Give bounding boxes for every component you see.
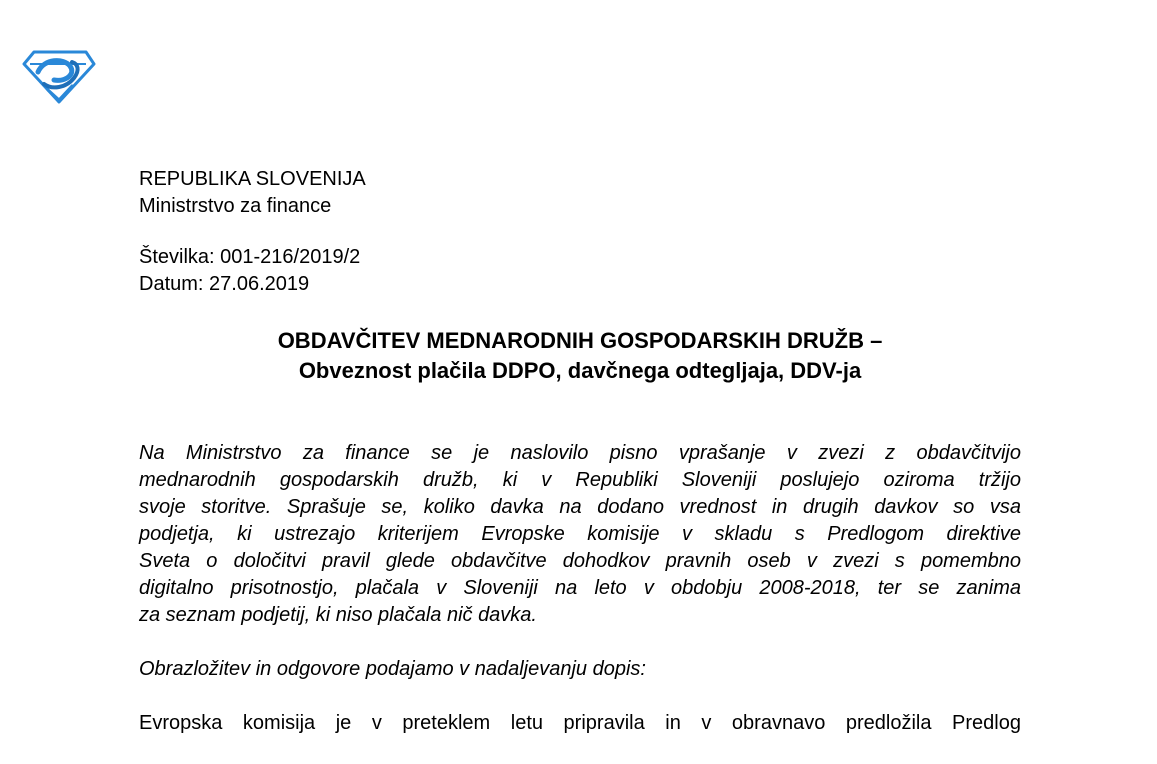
paragraph-line: Evropska komisija je v preteklem letu pripravila in v obravnavo predložila Predlog — [139, 712, 1021, 734]
paragraph-line: mednarodnih gospodarskih družb, ki v Republiki Sloveniji poslujejo oziroma tržijo — [139, 469, 1021, 491]
paragraph-line: za seznam podjetij, ki niso plačala nič davka. — [139, 604, 537, 626]
document-reference — [139, 244, 360, 298]
paragraph-line: digitalno prisotnostjo, plačala v Sloveniji na leto v obdobju 2008-2018, ter se zanima — [139, 577, 1021, 599]
title-line-1: OBDAVČITEV MEDNARODNIH GOSPODARSKIH DRUŽB – — [277, 328, 883, 353]
document-number: Številka: 001-216/2019/2 — [139, 246, 361, 268]
paragraph-line: Na Ministrstvo za finance se je naslovilo pisno vprašanje v zvezi z obdavčitvijo — [139, 442, 1021, 464]
country-name: REPUBLIKA SLOVENIJA — [139, 168, 366, 190]
paragraph-answer — [139, 710, 1021, 737]
paragraph-line: svoje storitve. Sprašuje se, koliko davka na dodano vrednost in drugih davkov so vsa — [139, 496, 1021, 518]
document-body — [139, 440, 1021, 764]
document-date: Datum: 27.06.2019 — [139, 273, 310, 295]
ministry-logo-icon — [22, 50, 96, 104]
title-line-2: Obveznost plačila DDPO, davčnega odtegljaja, DDV-ja — [298, 358, 862, 383]
paragraph-line: Sveta o določitvi pravil glede obdavčitve dohodkov pravnih oseb v zvezi s pomembno — [139, 550, 1021, 572]
document-title — [139, 326, 1021, 386]
letterhead — [139, 166, 366, 220]
paragraph-line: podjetja, ki ustrezajo kriterijem Evropske komisije v skladu s Predlogom direktive — [139, 523, 1021, 545]
ministry-logo — [22, 50, 96, 104]
ministry-name: Ministrstvo za finance — [139, 195, 332, 217]
paragraph-line: Obrazložitev in odgovore podajamo v nadaljevanju dopis: — [139, 658, 646, 680]
paragraph-intro — [139, 656, 1021, 683]
paragraph-question — [139, 440, 1021, 629]
